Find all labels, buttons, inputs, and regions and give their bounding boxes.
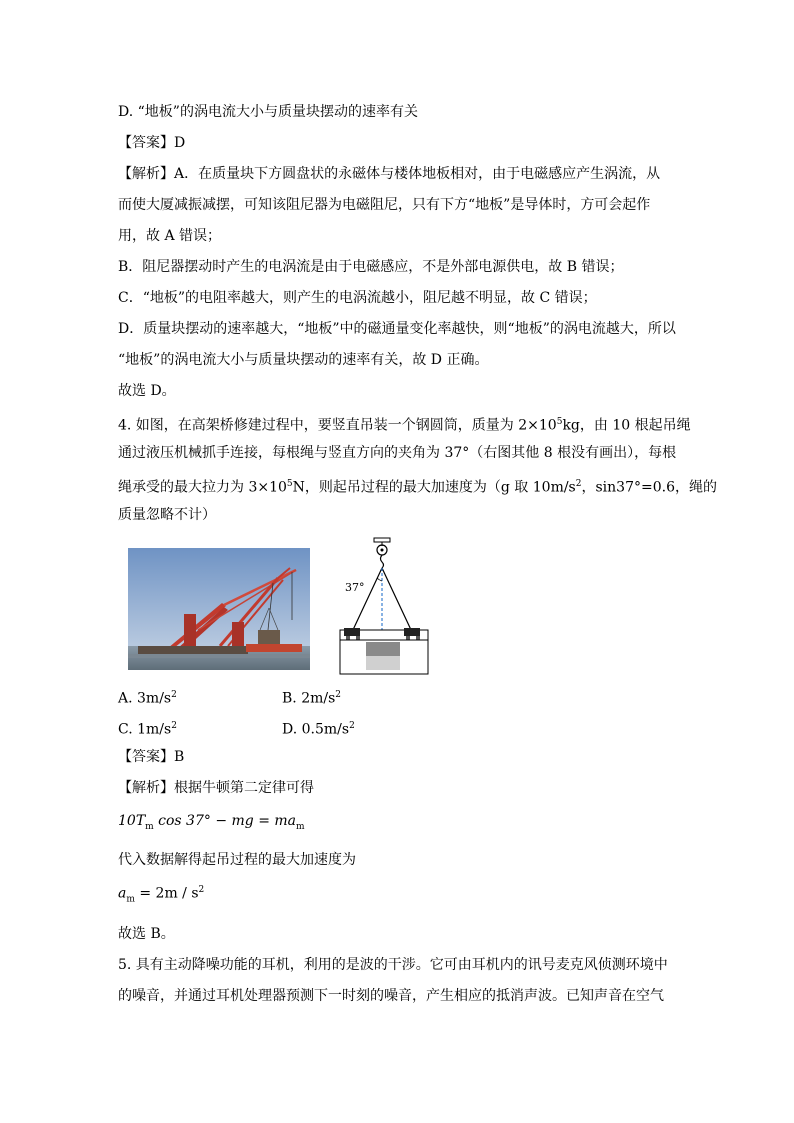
option-a[interactable] (118, 685, 177, 709)
explanation-line: “地板”的涡电流大小与质量块摆动的速率有关，故 D 正确。 (118, 352, 489, 368)
option-c-label: C. 1m/s (118, 721, 172, 738)
formula-part: a (118, 885, 127, 902)
exponent: 2 (349, 721, 355, 731)
answer-line-1 (118, 133, 185, 153)
question-4-line: 通过液压机械抓手连接，每根绳与竖直方向的夹角为 37°（右图其他 8 根没有画出），每根 (118, 445, 677, 461)
formula-part: = 2m / s (134, 885, 199, 902)
exponent: 2 (171, 690, 177, 700)
rope-diagram (336, 536, 431, 676)
question-4-line: 质量忽略不计） (118, 507, 216, 523)
formula-part: cos 37° − mg = ma (153, 813, 296, 829)
explanation-text: A．在质量块下方圆盘状的永磁体与楼体地板相对，由于电磁感应产生涡流，从 (174, 166, 661, 182)
option-a-label: A. 3m/s (118, 690, 172, 707)
q4-text: N，则起吊过程的最大加速度为（g 取 10m/s (292, 479, 576, 496)
explanation-line: B．阻尼器摆动时产生的电涡流是由于电磁感应，不是外部电源供电，故 B 错误； (118, 259, 624, 275)
subscript: m (145, 821, 154, 832)
conclusion-line: 故选 D。 (118, 383, 176, 399)
subscript: m (126, 894, 135, 905)
subscript: m (296, 821, 305, 832)
explanation-line (118, 164, 660, 184)
answer-value: B (174, 749, 185, 765)
exponent: 2 (335, 690, 342, 700)
exponent: 5 (556, 417, 563, 427)
explanation-line (118, 778, 314, 798)
answer-value: D (174, 135, 186, 151)
option-b-label: B. 2m/s (282, 690, 336, 707)
answer-tag: 【答案】 (118, 749, 174, 765)
explanation-tag: 【解析】 (118, 166, 174, 182)
q4-text: ，sin37°=0.6，绳的 (581, 479, 717, 496)
question-5-line: 5. 具有主动降噪功能的耳机，利用的是波的干涉。它可由耳机内的讯号麦克风侦测环境中 (118, 957, 668, 973)
angle-label: 37° (345, 581, 365, 594)
q4-text: 绳承受的最大拉力为 3×10 (118, 479, 287, 496)
crane-photo (128, 548, 310, 670)
question-5-line: 的噪音，并通过耳机处理器预测下一时刻的噪音，产生相应的抵消声波。已知声音在空气 (118, 988, 664, 1004)
explanation-text: 根据牛顿第二定律可得 (174, 780, 314, 796)
exponent: 2 (575, 479, 582, 489)
exponent: 5 (286, 479, 293, 489)
formula-newton (118, 813, 305, 832)
answer-line-2 (118, 747, 184, 767)
answer-tag: 【答案】 (118, 135, 174, 151)
formula-result (118, 885, 204, 904)
conclusion-line: 故选 B。 (118, 926, 175, 942)
option-d[interactable] (282, 716, 355, 740)
explanation-line: C．“地板”的电阻率越大，则产生的电涡流越小，阻尼越不明显，故 C 错误； (118, 290, 597, 306)
option-b[interactable] (282, 685, 341, 709)
question-4-line (118, 474, 717, 498)
exponent: 2 (171, 721, 177, 731)
q4-text: 4. 如图，在高架桥修建过程中，要竖直吊装一个钢圆筒，质量为 2×10 (118, 417, 557, 434)
option-d-text: D. “地板”的涡电流大小与质量块摆动的速率有关 (118, 104, 418, 120)
question-4-line (118, 412, 691, 436)
explanation-tag: 【解析】 (118, 780, 174, 796)
option-d-label: D. 0.5m/s (282, 721, 350, 738)
q4-text: kg，由 10 根起吊绳 (562, 417, 691, 434)
exponent: 2 (198, 885, 205, 895)
explanation-line: 代入数据解得起吊过程的最大加速度为 (118, 852, 356, 868)
explanation-line: 用，故 A 错误； (118, 228, 222, 244)
formula-part: 10T (118, 813, 146, 829)
option-c[interactable] (118, 716, 177, 740)
explanation-line: D．质量块摆动的速率越大，“地板”中的磁通量变化率越快，则“地板”的涡电流越大，所以 (118, 321, 676, 337)
explanation-line: 而使大厦减振减摆，可知该阻尼器为电磁阻尼，只有下方“地板”是导体时，方可会起作 (118, 197, 651, 213)
